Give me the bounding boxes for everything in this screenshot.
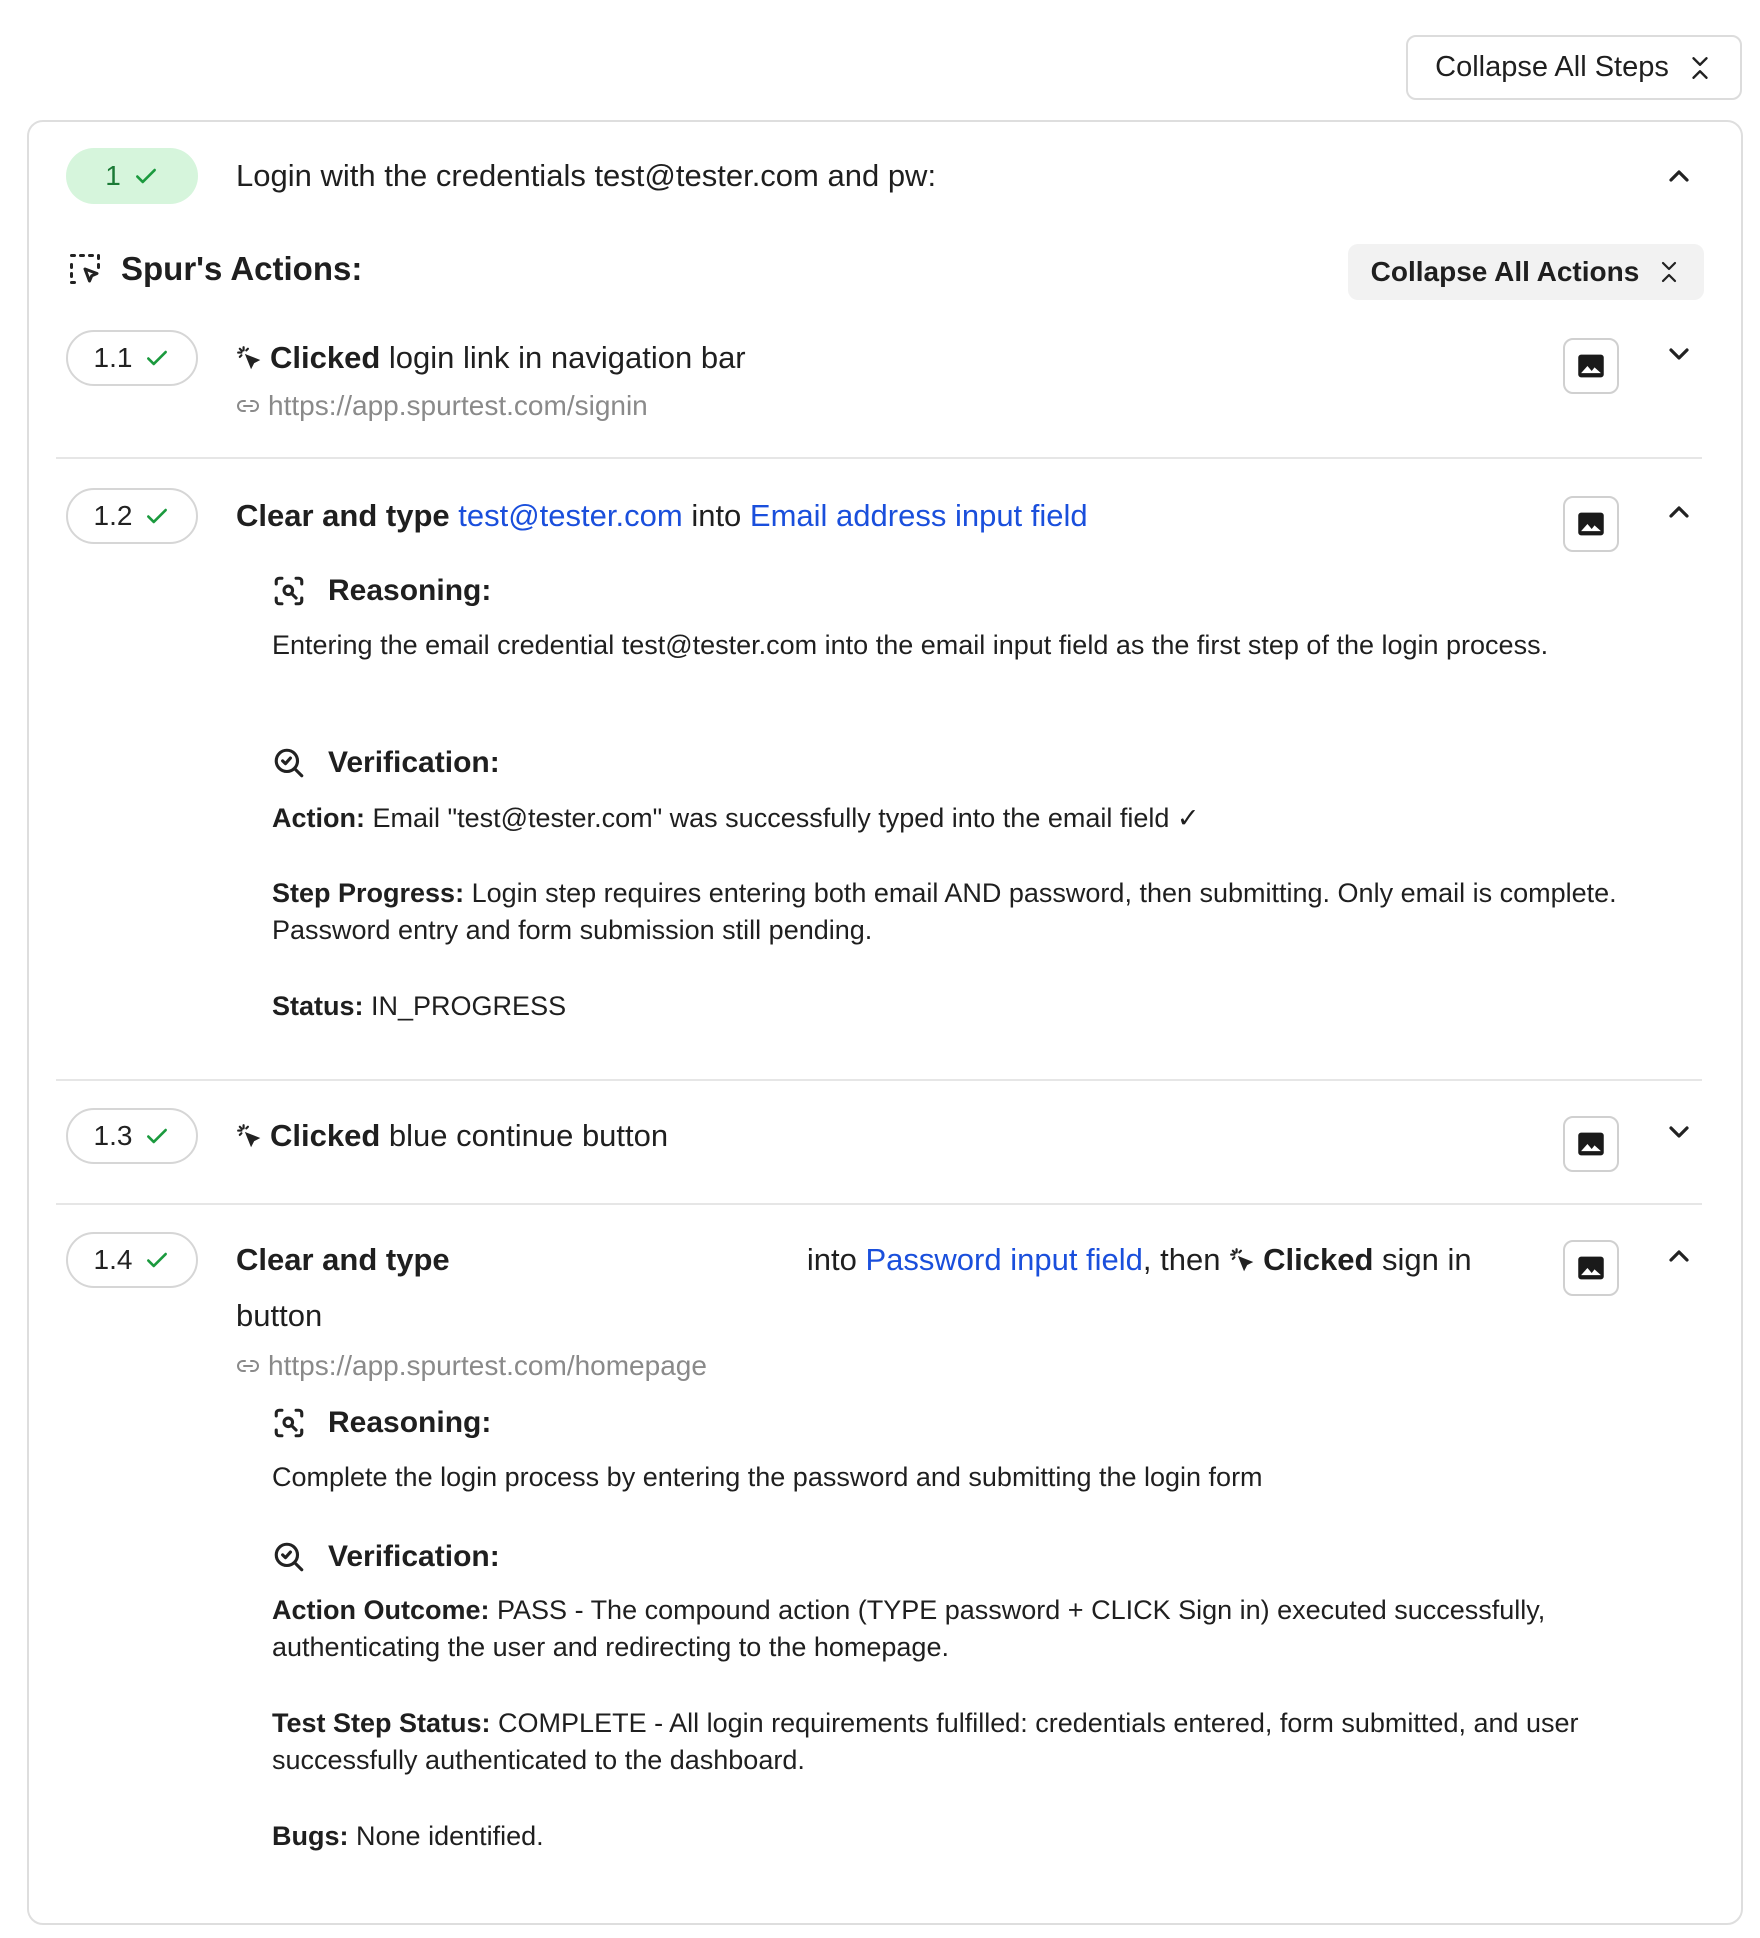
image-icon bbox=[1574, 1127, 1608, 1161]
action-description bbox=[236, 1108, 1526, 1164]
verification-heading bbox=[272, 746, 500, 780]
action-number: 1.3 bbox=[93, 1120, 133, 1151]
step-card bbox=[27, 120, 1743, 1925]
verification-line bbox=[272, 988, 1662, 1025]
verification-value: Email "test@tester.com" was successfully typed into the email field ✓ bbox=[372, 803, 1200, 833]
step-number: 1 bbox=[105, 160, 121, 191]
search-check-icon bbox=[272, 746, 306, 780]
chevron-up-icon[interactable] bbox=[1663, 1240, 1695, 1272]
collapse-icon bbox=[1687, 55, 1713, 81]
click-icon bbox=[236, 345, 262, 371]
screenshot-button[interactable] bbox=[1563, 496, 1619, 552]
image-icon bbox=[1574, 1251, 1608, 1285]
action-number: 1.4 bbox=[93, 1244, 133, 1275]
action-verb: Clicked bbox=[270, 340, 381, 375]
action-number-badge bbox=[66, 330, 198, 386]
action-verb: Clear and type bbox=[236, 498, 450, 533]
action-number-badge bbox=[66, 1108, 198, 1164]
action-number-badge bbox=[66, 1232, 198, 1288]
collapse-all-actions-button[interactable] bbox=[1348, 244, 1704, 300]
link-icon bbox=[236, 1354, 260, 1378]
link-icon bbox=[236, 394, 260, 418]
verification-label: Verification: bbox=[328, 746, 500, 779]
step-number-badge bbox=[66, 148, 198, 204]
action-target: blue continue button bbox=[388, 1118, 669, 1153]
verification-value: IN_PROGRESS bbox=[371, 991, 567, 1021]
reasoning-text: Complete the login process by entering the password and submitting the login form bbox=[272, 1462, 1263, 1492]
check-icon bbox=[144, 1247, 170, 1273]
chevron-up-icon[interactable] bbox=[1663, 496, 1695, 528]
action-then: , then bbox=[1142, 1242, 1221, 1277]
verification-value: COMPLETE - All login requirements fulfilled: credentials entered, form submitted, and user successfully authenticated to the dashboard. bbox=[272, 1708, 1579, 1775]
action-number: 1.1 bbox=[93, 342, 133, 373]
verification-value: None identified. bbox=[356, 1821, 544, 1851]
chevron-down-icon[interactable] bbox=[1663, 338, 1695, 370]
collapse-all-steps-label: Collapse All Steps bbox=[1435, 51, 1669, 83]
action-description bbox=[236, 330, 1526, 386]
verification-key: Bugs: bbox=[272, 1821, 349, 1851]
image-icon bbox=[1574, 349, 1608, 383]
divider bbox=[56, 1079, 1702, 1081]
action-connector: into bbox=[806, 1242, 857, 1277]
action-verb: Clear and type bbox=[236, 1242, 450, 1277]
action-target[interactable]: Email address input field bbox=[749, 498, 1088, 533]
focus-search-icon bbox=[272, 1406, 306, 1440]
verification-value: Login step requires entering both email AND password, then submitting. Only email is complete. Password entry and form submission still pending. bbox=[272, 878, 1617, 945]
verification-value: PASS - The compound action (TYPE password + CLICK Sign in) executed successfully, authenticating the user and redirecting to the homepage. bbox=[272, 1595, 1546, 1662]
action-description-line1 bbox=[236, 1232, 1526, 1288]
verification-line bbox=[272, 800, 1662, 837]
verification-label: Verification: bbox=[328, 1540, 500, 1573]
cursor-select-icon bbox=[67, 251, 103, 287]
action-number-badge bbox=[66, 488, 198, 544]
verification-key: Action Outcome: bbox=[272, 1595, 490, 1625]
divider bbox=[56, 1203, 1702, 1205]
actions-header bbox=[67, 250, 362, 288]
action-description-line2: button bbox=[236, 1298, 323, 1333]
step-title: Login with the credentials test@tester.com and pw: bbox=[236, 158, 937, 193]
action-url-text: https://app.spurtest.com/homepage bbox=[268, 1350, 707, 1381]
verification-key: Test Step Status: bbox=[272, 1708, 491, 1738]
typed-value: test@tester.com bbox=[458, 498, 683, 533]
verification-line bbox=[272, 875, 1662, 949]
focus-search-icon bbox=[272, 574, 306, 608]
collapse-all-actions-label: Collapse All Actions bbox=[1370, 256, 1640, 287]
reasoning-heading bbox=[272, 574, 491, 608]
screenshot-button[interactable] bbox=[1563, 1116, 1619, 1172]
image-icon bbox=[1574, 507, 1608, 541]
check-icon bbox=[144, 1123, 170, 1149]
reasoning-label: Reasoning: bbox=[328, 574, 492, 607]
screenshot-button[interactable] bbox=[1563, 338, 1619, 394]
check-icon bbox=[144, 503, 170, 529]
actions-header-label: Spur's Actions: bbox=[121, 250, 363, 287]
verification-key: Status: bbox=[272, 991, 364, 1021]
action-connector: into bbox=[691, 498, 742, 533]
verification-line bbox=[272, 1705, 1662, 1779]
collapse-all-steps-button[interactable] bbox=[1406, 35, 1742, 100]
action-target[interactable]: Password input field bbox=[865, 1242, 1143, 1277]
action-verb-2: Clicked bbox=[1263, 1242, 1374, 1277]
action-url[interactable] bbox=[236, 1350, 707, 1382]
chevron-up-icon[interactable] bbox=[1663, 160, 1695, 192]
chevron-down-icon[interactable] bbox=[1663, 1116, 1695, 1148]
action-url[interactable] bbox=[236, 390, 648, 422]
click-icon bbox=[236, 1123, 262, 1149]
action-target-2: sign in bbox=[1382, 1242, 1472, 1277]
action-verb: Clicked bbox=[270, 1118, 381, 1153]
reasoning-text: Entering the email credential test@tester.com into the email input field as the first step of the login process. bbox=[272, 630, 1549, 660]
action-number: 1.2 bbox=[93, 500, 133, 531]
verification-line bbox=[272, 1818, 1662, 1855]
reasoning-label: Reasoning: bbox=[328, 1406, 492, 1439]
verification-key: Step Progress: bbox=[272, 878, 465, 908]
verification-heading bbox=[272, 1540, 500, 1574]
reasoning-heading bbox=[272, 1406, 491, 1440]
verification-line bbox=[272, 1592, 1662, 1666]
search-check-icon bbox=[272, 1540, 306, 1574]
action-description bbox=[236, 488, 1526, 544]
check-icon bbox=[133, 163, 159, 189]
click-icon bbox=[1229, 1247, 1255, 1273]
screenshot-button[interactable] bbox=[1563, 1240, 1619, 1296]
collapse-icon bbox=[1657, 260, 1681, 284]
divider bbox=[56, 457, 1702, 459]
action-target: login link in navigation bar bbox=[388, 340, 746, 375]
action-url-text: https://app.spurtest.com/signin bbox=[268, 390, 648, 421]
verification-key: Action: bbox=[272, 803, 365, 833]
check-icon bbox=[144, 345, 170, 371]
